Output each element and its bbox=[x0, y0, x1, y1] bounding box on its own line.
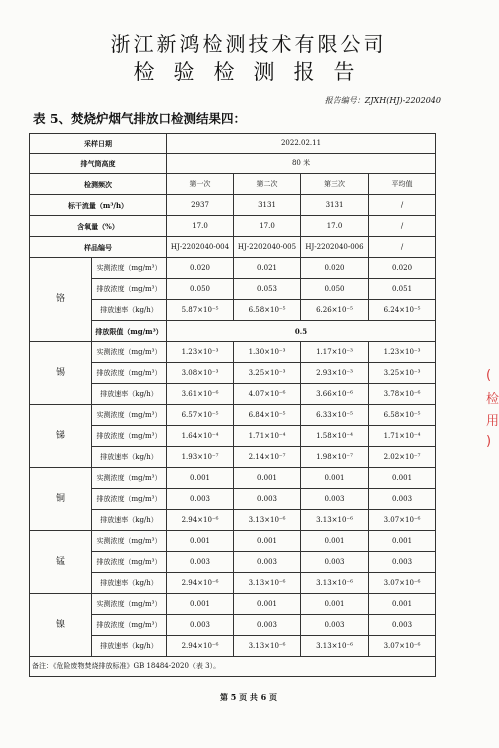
stamp-char: 用 bbox=[486, 414, 499, 429]
emission-concentration-cell: 0.003 bbox=[369, 615, 436, 636]
metal-name: 锑 bbox=[30, 405, 92, 468]
measured-concentration-cell: 0.021 bbox=[234, 258, 301, 279]
emission-rate-cell: 2.94×10⁻⁶ bbox=[167, 636, 234, 657]
emission-rate-cell: 1.98×10⁻⁷ bbox=[301, 447, 369, 468]
page-number: 第 5 页 共 6 页 bbox=[219, 692, 278, 702]
emission-concentration-cell: 1.58×10⁻⁴ bbox=[301, 426, 369, 447]
document-title: 检验检测报告 bbox=[133, 60, 374, 84]
emission-rate-cell: 3.13×10⁻⁶ bbox=[234, 573, 301, 594]
measured-concentration-cell: 1.17×10⁻³ bbox=[301, 342, 369, 363]
sampling-date-label: 采样日期 bbox=[30, 134, 167, 154]
table-row bbox=[30, 468, 436, 489]
measured-concentration-cell: 1.23×10⁻³ bbox=[369, 342, 436, 363]
frequency-cell: 平均值 bbox=[369, 174, 436, 195]
table-row bbox=[30, 216, 436, 237]
emission-rate-label: 排放速率（kg/h） bbox=[92, 636, 167, 657]
measured-concentration-label: 实测浓度（mg/m³） bbox=[92, 468, 167, 489]
sample-id-cell: / bbox=[369, 237, 436, 258]
emission-concentration-cell: 2.93×10⁻³ bbox=[301, 363, 369, 384]
company-name: 浙江新鸿检测技术有限公司 bbox=[110, 32, 387, 56]
measured-concentration-label: 实测浓度（mg/m³） bbox=[92, 342, 167, 363]
std-flow-cell: 2937 bbox=[167, 195, 234, 216]
emission-rate-cell: 3.13×10⁻⁶ bbox=[301, 636, 369, 657]
emission-concentration-cell: 0.003 bbox=[167, 615, 234, 636]
emission-concentration-label: 排放浓度（mg/m³） bbox=[92, 489, 167, 510]
measured-concentration-cell: 0.001 bbox=[167, 594, 234, 615]
measured-concentration-cell: 1.23×10⁻³ bbox=[167, 342, 234, 363]
emission-rate-cell: 3.13×10⁻⁶ bbox=[234, 636, 301, 657]
frequency-cell: 第三次 bbox=[301, 174, 369, 195]
measured-concentration-cell: 0.020 bbox=[301, 258, 369, 279]
emission-rate-cell: 6.26×10⁻⁵ bbox=[301, 300, 369, 321]
metal-name: 锰 bbox=[30, 531, 92, 594]
frequency-label: 检测频次 bbox=[30, 174, 167, 195]
sample-id-cell: HJ-2202040-006 bbox=[301, 237, 369, 258]
stamp-char: ) bbox=[486, 434, 492, 449]
measured-concentration-cell: 6.58×10⁻⁵ bbox=[369, 405, 436, 426]
emission-rate-label: 排放速率（kg/h） bbox=[92, 384, 167, 405]
emission-concentration-cell: 0.003 bbox=[234, 615, 301, 636]
report-number: 报告编号：ZJXH(HJ)-2202040 bbox=[324, 96, 441, 105]
frequency-cell: 第一次 bbox=[167, 174, 234, 195]
emission-limit-value: 0.5 bbox=[167, 321, 436, 342]
emission-concentration-cell: 1.71×10⁻⁴ bbox=[369, 426, 436, 447]
emission-rate-cell: 3.13×10⁻⁶ bbox=[301, 573, 369, 594]
table-row bbox=[30, 237, 436, 258]
measured-concentration-cell: 0.001 bbox=[301, 594, 369, 615]
emission-rate-cell: 3.66×10⁻⁶ bbox=[301, 384, 369, 405]
oxygen-cell: / bbox=[369, 216, 436, 237]
metal-name: 铬 bbox=[30, 258, 92, 342]
emission-concentration-cell: 0.050 bbox=[167, 279, 234, 300]
sample-id-cell: HJ-2202040-005 bbox=[234, 237, 301, 258]
emission-rate-label: 排放速率（kg/h） bbox=[92, 573, 167, 594]
table-row bbox=[30, 594, 436, 615]
table-row bbox=[30, 134, 436, 154]
measured-concentration-cell: 0.001 bbox=[369, 468, 436, 489]
measured-concentration-label: 实测浓度（mg/m³） bbox=[92, 405, 167, 426]
emission-rate-cell: 6.24×10⁻⁵ bbox=[369, 300, 436, 321]
table-row bbox=[30, 405, 436, 426]
emission-rate-cell: 3.13×10⁻⁶ bbox=[234, 510, 301, 531]
emission-concentration-label: 排放浓度（mg/m³） bbox=[92, 615, 167, 636]
oxygen-cell: 17.0 bbox=[167, 216, 234, 237]
measured-concentration-cell: 0.001 bbox=[167, 531, 234, 552]
measured-concentration-cell: 0.001 bbox=[234, 531, 301, 552]
std-flow-cell: 3131 bbox=[234, 195, 301, 216]
table-title: 表 5、焚烧炉烟气排放口检测结果四： bbox=[33, 111, 247, 126]
measured-concentration-cell: 0.020 bbox=[167, 258, 234, 279]
emission-concentration-cell: 0.051 bbox=[369, 279, 436, 300]
emission-rate-label: 排放速率（kg/h） bbox=[92, 510, 167, 531]
measured-concentration-cell: 1.30×10⁻³ bbox=[234, 342, 301, 363]
emission-concentration-cell: 0.003 bbox=[234, 552, 301, 573]
emission-rate-cell: 3.78×10⁻⁶ bbox=[369, 384, 436, 405]
measured-concentration-cell: 0.020 bbox=[369, 258, 436, 279]
measured-concentration-cell: 0.001 bbox=[234, 468, 301, 489]
emission-rate-cell: 6.58×10⁻⁵ bbox=[234, 300, 301, 321]
emission-rate-cell: 2.94×10⁻⁶ bbox=[167, 510, 234, 531]
emission-concentration-cell: 3.25×10⁻³ bbox=[234, 363, 301, 384]
emission-concentration-cell: 0.003 bbox=[167, 552, 234, 573]
table-row bbox=[30, 174, 436, 195]
emission-rate-cell: 2.02×10⁻⁷ bbox=[369, 447, 436, 468]
frequency-cell: 第二次 bbox=[234, 174, 301, 195]
emission-rate-cell: 5.87×10⁻⁵ bbox=[167, 300, 234, 321]
emission-rate-cell: 3.13×10⁻⁶ bbox=[301, 510, 369, 531]
emission-limit-label: 排放限值（mg/m³） bbox=[92, 321, 167, 342]
emission-rate-cell: 3.07×10⁻⁶ bbox=[369, 573, 436, 594]
measured-concentration-cell: 0.001 bbox=[301, 468, 369, 489]
oxygen-cell: 17.0 bbox=[301, 216, 369, 237]
measured-concentration-cell: 0.001 bbox=[167, 468, 234, 489]
measured-concentration-cell: 0.001 bbox=[301, 531, 369, 552]
stamp-char: ( bbox=[486, 368, 492, 383]
emission-rate-label: 排放速率（kg/h） bbox=[92, 447, 167, 468]
metal-name: 铜 bbox=[30, 468, 92, 531]
emission-concentration-cell: 1.64×10⁻⁴ bbox=[167, 426, 234, 447]
emission-concentration-cell: 0.003 bbox=[301, 615, 369, 636]
emission-concentration-cell: 0.003 bbox=[369, 489, 436, 510]
results-table bbox=[29, 133, 436, 677]
emission-concentration-cell: 0.003 bbox=[234, 489, 301, 510]
emission-rate-cell: 3.61×10⁻⁶ bbox=[167, 384, 234, 405]
emission-rate-label: 排放速率（kg/h） bbox=[92, 300, 167, 321]
emission-rate-cell: 3.07×10⁻⁶ bbox=[369, 510, 436, 531]
emission-rate-cell: 3.07×10⁻⁶ bbox=[369, 636, 436, 657]
emission-rate-cell: 1.93×10⁻⁷ bbox=[167, 447, 234, 468]
emission-concentration-label: 排放浓度（mg/m³） bbox=[92, 279, 167, 300]
measured-concentration-cell: 0.001 bbox=[234, 594, 301, 615]
std-flow-cell: / bbox=[369, 195, 436, 216]
table-row bbox=[30, 531, 436, 552]
measured-concentration-cell: 0.001 bbox=[369, 594, 436, 615]
table-row bbox=[30, 258, 436, 279]
table-row bbox=[30, 154, 436, 174]
emission-concentration-cell: 0.003 bbox=[369, 552, 436, 573]
emission-concentration-cell: 0.003 bbox=[301, 552, 369, 573]
measured-concentration-cell: 6.33×10⁻⁵ bbox=[301, 405, 369, 426]
emission-rate-cell: 4.07×10⁻⁶ bbox=[234, 384, 301, 405]
oxygen-cell: 17.0 bbox=[234, 216, 301, 237]
sampling-date-value: 2022.02.11 bbox=[167, 134, 436, 154]
emission-rate-cell: 2.14×10⁻⁷ bbox=[234, 447, 301, 468]
sample-id-cell: HJ-2202040-004 bbox=[167, 237, 234, 258]
emission-concentration-cell: 0.003 bbox=[167, 489, 234, 510]
emission-rate-cell: 2.94×10⁻⁶ bbox=[167, 573, 234, 594]
emission-concentration-cell: 0.003 bbox=[301, 489, 369, 510]
std-flow-label: 标干流量（m³/h） bbox=[30, 195, 167, 216]
measured-concentration-cell: 0.001 bbox=[369, 531, 436, 552]
measured-concentration-cell: 6.84×10⁻⁵ bbox=[234, 405, 301, 426]
emission-concentration-cell: 1.71×10⁻⁴ bbox=[234, 426, 301, 447]
stack-height-value: 80 米 bbox=[167, 154, 436, 174]
emission-concentration-cell: 3.25×10⁻³ bbox=[369, 363, 436, 384]
emission-concentration-cell: 0.053 bbox=[234, 279, 301, 300]
measured-concentration-label: 实测浓度（mg/m³） bbox=[92, 594, 167, 615]
measured-concentration-cell: 6.57×10⁻⁵ bbox=[167, 405, 234, 426]
metal-name: 镍 bbox=[30, 594, 92, 657]
table-note: 备注：《危险废物焚烧排放标准》GB 18484-2020（表 3）。 bbox=[30, 657, 436, 677]
sample-id-label: 样品编号 bbox=[30, 237, 167, 258]
stack-height-label: 排气筒高度 bbox=[30, 154, 167, 174]
emission-concentration-label: 排放浓度（mg/m³） bbox=[92, 426, 167, 447]
measured-concentration-label: 实测浓度（mg/m³） bbox=[92, 531, 167, 552]
emission-concentration-cell: 0.050 bbox=[301, 279, 369, 300]
table-row bbox=[30, 342, 436, 363]
emission-concentration-label: 排放浓度（mg/m³） bbox=[92, 363, 167, 384]
table-row bbox=[30, 195, 436, 216]
table-row bbox=[30, 657, 436, 677]
oxygen-label: 含氧量（%） bbox=[30, 216, 167, 237]
metal-name: 锡 bbox=[30, 342, 92, 405]
stamp-char: 检 bbox=[486, 392, 499, 407]
std-flow-cell: 3131 bbox=[301, 195, 369, 216]
emission-concentration-cell: 3.08×10⁻³ bbox=[167, 363, 234, 384]
measured-concentration-label: 实测浓度（mg/m³） bbox=[92, 258, 167, 279]
emission-concentration-label: 排放浓度（mg/m³） bbox=[92, 552, 167, 573]
